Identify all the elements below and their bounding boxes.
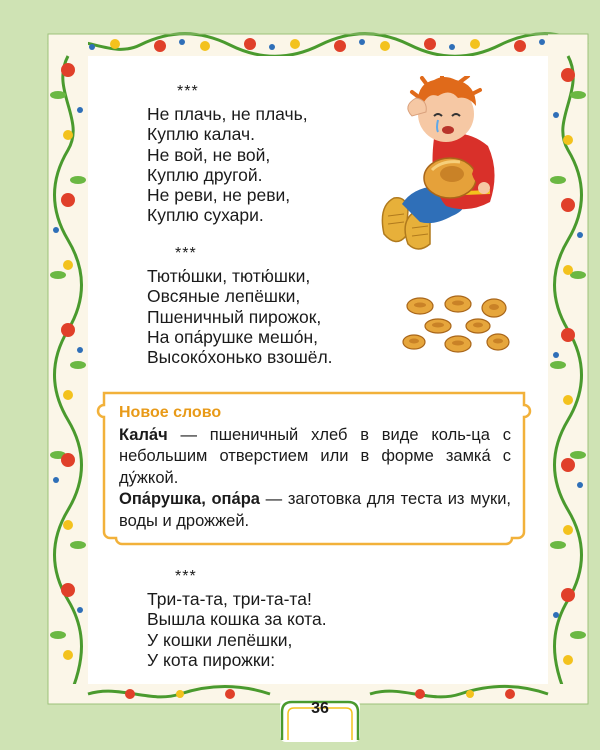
poem-line: Не реви, не реви,: [147, 185, 291, 206]
poem-line: Овсяные лепёшки,: [147, 286, 301, 307]
poem-separator: ***: [175, 568, 197, 585]
poem-3: [147, 567, 327, 670]
poem-line: У кота пирожки:: [147, 649, 276, 670]
ornament-border-top: [48, 34, 588, 57]
new-word-term: Опа́рушка, опа́ра: [119, 490, 260, 508]
poem-line: Высоко́хонько взошёл.: [147, 347, 333, 368]
poem-line: У кошки лепёшки,: [147, 629, 293, 650]
poem-line: Куплю другой.: [147, 164, 263, 185]
page-number: 36: [311, 700, 329, 717]
poem-1: [147, 82, 308, 225]
poem-line: На опа́рушке мешо́н,: [147, 326, 319, 347]
buns-illustration: [400, 292, 512, 358]
poem-separator: ***: [175, 245, 197, 262]
poem-separator: ***: [177, 83, 199, 100]
new-word-definition: — пшеничный хлеб в виде коль-ца с небольшим отверстием или в форме замка́ с ду́жкой.: [119, 425, 511, 487]
ornament-border-left: [48, 34, 88, 704]
new-word-entry: [119, 425, 511, 490]
poem-line: Вышла кошка за кота.: [147, 609, 327, 630]
new-word-title: Новое слово: [119, 404, 222, 421]
poem-line: Пшеничный пирожок,: [147, 306, 322, 327]
crying-boy-illustration: [372, 76, 524, 254]
new-word-box: [107, 396, 521, 542]
poem-2: [147, 244, 333, 367]
poem-line: Три-та-та, три-та-та!: [147, 589, 312, 610]
poem-line: Тютю́шки, тютю́шки,: [147, 266, 311, 287]
poem-line: Куплю калач.: [147, 124, 255, 145]
kalach-bun: [424, 158, 476, 198]
poem-line: Не плачь, не плачь,: [147, 104, 308, 125]
ornament-border-right: [548, 34, 588, 704]
new-word-entry: [119, 489, 511, 532]
new-word-definition: — заготовка для теста из муки, воды и дрожжей.: [119, 490, 511, 530]
new-word-term: Кала́ч: [119, 425, 168, 444]
poem-line: Не вой, не вой,: [147, 144, 271, 165]
poem-line: Куплю сухари.: [147, 205, 264, 226]
